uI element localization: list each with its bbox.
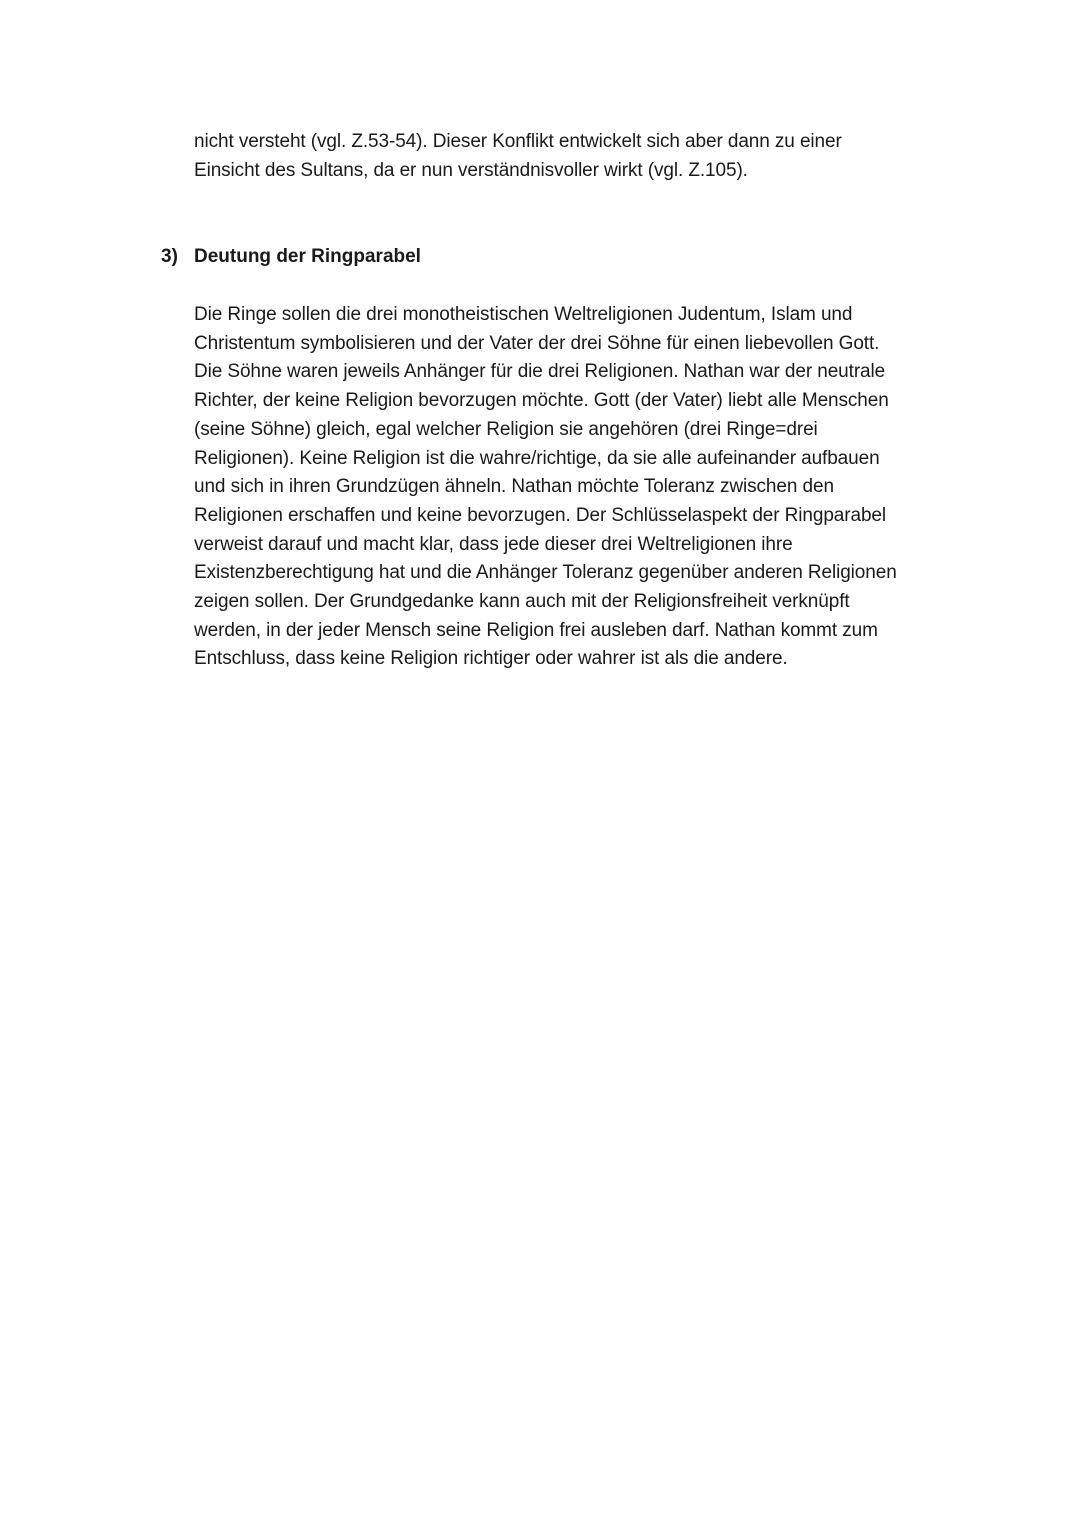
paragraph-line: werden, in der jeder Mensch seine Religion frei ausleben darf. Nathan kommt zum [194, 619, 878, 641]
intro-paragraph [194, 128, 842, 185]
paragraph-line: Christentum symbolisieren und der Vater der drei Söhne für einen liebevollen Gott. [194, 332, 880, 354]
section-title: Deutung der Ringparabel [194, 246, 421, 267]
paragraph-line: Entschluss, dass keine Religion richtiger oder wahrer ist als die andere. [194, 648, 788, 670]
section-number: 3) [161, 246, 178, 267]
section-heading [161, 243, 421, 271]
paragraph-line: (seine Söhne) gleich, egal welcher Religion sie angehören (drei Ringe=drei [194, 418, 818, 440]
paragraph-line: Die Ringe sollen die drei monotheistischen Weltreligionen Judentum, Islam und [194, 304, 853, 325]
paragraph-line: Richter, der keine Religion bevorzugen möchte. Gott (der Vater) liebt alle Menschen [194, 390, 889, 412]
paragraph-line: Existenzberechtigung hat und die Anhänger Toleranz gegenüber anderen Religionen [194, 562, 897, 584]
paragraph-line: zeigen sollen. Der Grundgedanke kann auch mit der Religionsfreiheit verknüpft [194, 591, 850, 613]
paragraph-line: Religionen). Keine Religion ist die wahre/richtige, da sie alle aufeinander aufbauen [194, 447, 880, 469]
intro-line: nicht versteht (vgl. Z.53-54). Dieser Konflikt entwickelt sich aber dann zu einer [194, 131, 842, 152]
paragraph-line: Religionen erschaffen und keine bevorzugen. Der Schlüsselaspekt der Ringparabel [194, 504, 887, 526]
section-paragraph [194, 301, 897, 674]
paragraph-line: und sich in ihren Grundzügen ähneln. Nathan möchte Toleranz zwischen den [194, 476, 834, 498]
paragraph-line: Die Söhne waren jeweils Anhänger für die drei Religionen. Nathan war der neutrale [194, 361, 886, 383]
paragraph-line: verweist darauf und macht klar, dass jede dieser drei Weltreligionen ihre [194, 533, 793, 555]
intro-line: Einsicht des Sultans, da er nun verständnisvoller wirkt (vgl. Z.105). [194, 159, 748, 181]
